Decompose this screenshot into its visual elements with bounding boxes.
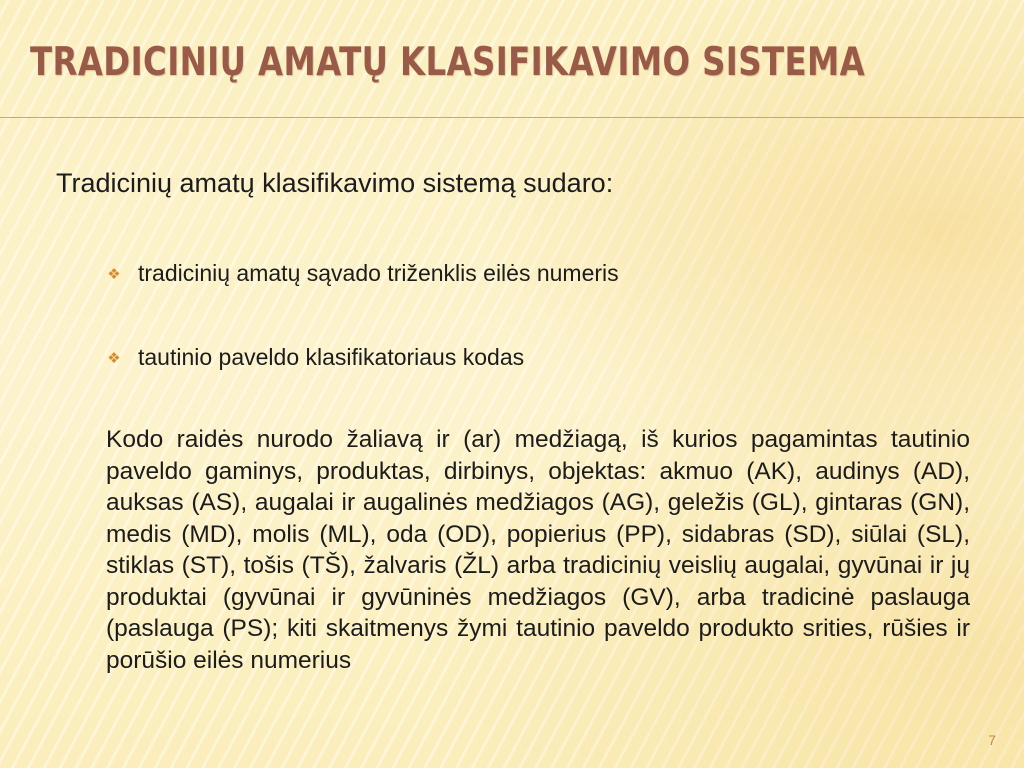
bullet-text: tradicinių amatų sąvado triženklis eilės numeris	[138, 260, 619, 286]
title-divider	[0, 117, 1024, 118]
four-diamond-bullet-icon: ❖	[107, 349, 121, 367]
bullet-item	[104, 344, 524, 371]
slide-title: TRADICINIŲ AMATŲ KLASIFIKAVIMO SISTEMA	[30, 40, 866, 85]
intro-text: Tradicinių amatų klasifikavimo sistemą sudaro:	[56, 168, 614, 198]
four-diamond-bullet-icon: ❖	[107, 265, 121, 283]
body-paragraph: Kodo raidės nurodo žaliavą ir (ar) medžiagą, iš kurios pagamintas tautinio paveldo gaminys, produktas, dirbinys, objektas: akmuo (AK), audinys (AD), auksas (AS), augalai ir augalinės medžiagos (AG), geležis (GL), gintaras (GN), medis (MD), molis (ML), oda (OD), popierius (PP), sidabras (SD), siūlai (SL), stiklas (ST), tošis (TŠ), žalvaris (ŽL) arba tradicinių veislių augalai, gyvūnai ir jų produktai (gyvūnai ir gyvūninės medžiagos (GV), arba tradicinė paslauga (paslauga (PS); kiti skaitmenys žymi tautinio paveldo produkto srities, rūšies ir porūšio eilės numerius	[106, 426, 970, 674]
page-number: 7	[988, 732, 996, 748]
bullet-item	[104, 260, 619, 287]
bullet-text: tautinio paveldo klasifikatoriaus kodas	[138, 344, 525, 370]
